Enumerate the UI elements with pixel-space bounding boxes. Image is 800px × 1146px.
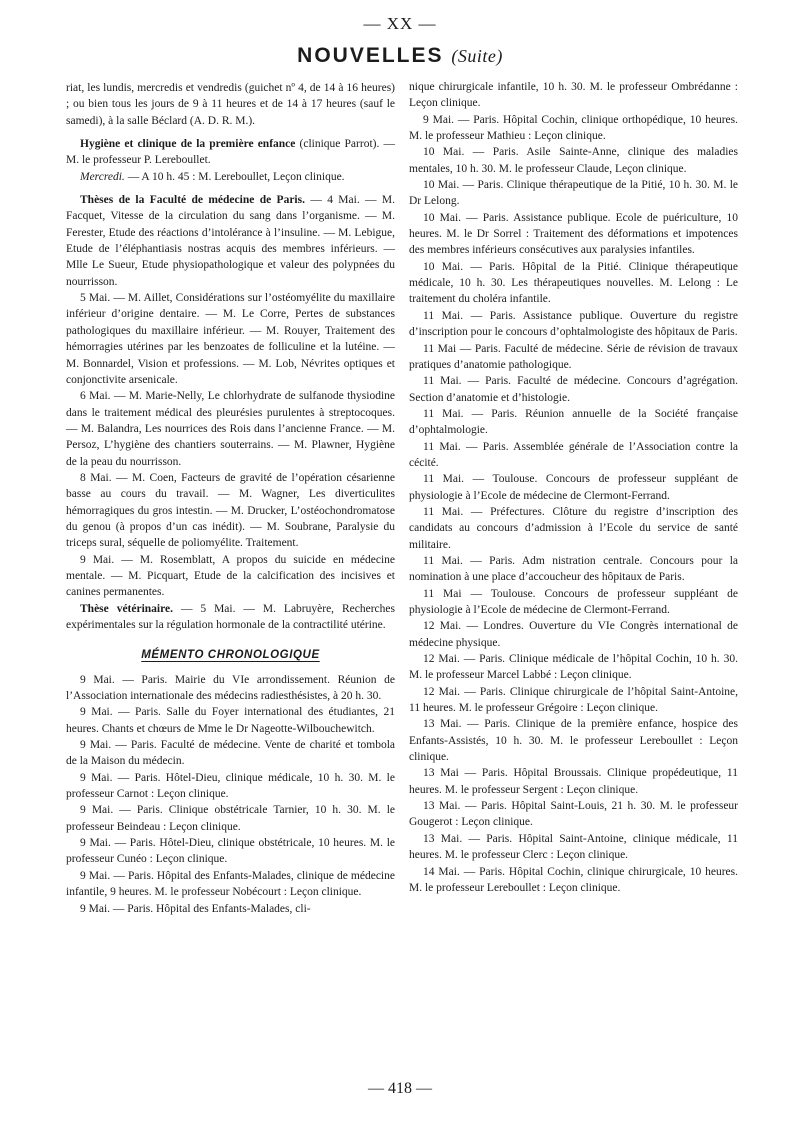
hygiene-text: (clinique Parrot). — M. le professeur P. Lereboullet. [66, 138, 395, 167]
hygiene-heading: Hygiène et clinique de la première enfance [80, 138, 296, 151]
paragraph-9-mai: 9 Mai. — M. Rosemblatt, A propos du suicide en médecine mentale. — M. Picquart, Etude de la calcification des incisives et canines permanentes. [66, 553, 395, 599]
memento-entry: 9 Mai. — Paris. Hôtel-Dieu, clinique obstétricale, 10 heures. M. le professeur Cunéo : Leçon clinique. [66, 837, 395, 866]
veterinaire-heading: Thèse vétérinaire. [80, 602, 173, 615]
footer-page-number: — 418 — [368, 1080, 432, 1097]
memento-entry: 9 Mai. — Paris. Mairie du VIe arrondissement. Réunion de l’Association internationale des médecins radiesthésistes, à 20 h. 30. [66, 673, 395, 703]
memento-entry: 9 Mai. — Paris. Faculté de médecine. Vente de charité et tombola de la Maison du médecin. [66, 739, 395, 768]
memento-entry: nique chirurgicale infantile, 10 h. 30. M. le professeur Ombrédanne : Leçon clinique. [409, 81, 738, 110]
section-title-suite: (Suite) [451, 46, 503, 66]
paragraph-these-veterinaire [66, 601, 395, 634]
memento-entry: 9 Mai. — Paris. Hôpital Cochin, clinique orthopédique, 10 heures. M. le professeur Mathieu : Leçon clinique. [409, 113, 738, 143]
memento-entry: 11 Mai. — Préfectures. Clôture du registre d’inscription des candidats au concours d’admission à l’Ecole du service de santé militaire. [409, 505, 738, 551]
section-title [0, 44, 800, 68]
mercredi-label: Mercredi. [80, 170, 125, 183]
memento-entry: 13 Mai. — Paris. Hôpital Saint-Antoine, clinique médicale, 11 heures. M. le professeur Clerc : Leçon clinique. [409, 832, 738, 862]
paragraph-8-mai: 8 Mai. — M. Coen, Facteurs de gravité de l’opération césarienne basse au cours du travail. — M. Wagner, Les diverticulites hémorragiques du gros intestin. — M. Drucker, L’ostéochondromatose du genou (à propos d’un cas inédit). — M. Soubrane, Paralysie du triceps sural, séquelle de poliomyélite. Traitement. [66, 471, 395, 550]
memento-entry: 11 Mai — Toulouse. Concours de professeur suppléant de physiologie à l’Ecole de médecine de Clermont-Ferrand. [409, 587, 738, 616]
theses-heading: Thèses de la Faculté de médecine de Paris. [80, 194, 305, 207]
memento-entry: 10 Mai. — Paris. Hôpital de la Pitié. Clinique thérapeutique médicale, 10 h. 30. Les thérapeutiques nouvelles. M. Lelong : Le traitement du choléra infantile. [409, 260, 738, 306]
memento-entry: 9 Mai. — Paris. Clinique obstétricale Tarnier, 10 h. 30. M. le professeur Beindeau : Leçon clinique. [66, 804, 395, 833]
page-roman-number: — XX — [363, 14, 437, 33]
memento-entry: 9 Mai. — Paris. Hôpital des Enfants-Malades, cli- [80, 902, 311, 915]
memento-entry: 11 Mai. — Paris. Assemblée générale de l’Association contre la cécité. [409, 440, 738, 469]
memento-entry: 12 Mai. — Paris. Clinique médicale de l’hôpital Cochin, 10 h. 30. M. le professeur Marcel Labbé : Leçon clinique. [409, 653, 738, 682]
memento-entry: 14 Mai. — Paris. Hôpital Cochin, clinique chirurgicale, 10 heures. M. le professeur Lereboullet : Leçon clinique. [409, 865, 738, 894]
memento-entry: 11 Mai. — Paris. Réunion annuelle de la Société française d’ophtalmologie. [409, 407, 738, 437]
theses-text: — 4 Mai. — M. Facquet, Vitesse de la circulation du sang dans l’organisme. — M. Ferester, Etude des réactions d’intolérance à l’insuline. — M. Lebigue, Etude de l’éléphantiasis nostras acquis des membres inférieurs. — Mlle Le Sueur, Etude physiopathologique et valeur des polypnées du nourrisson. [66, 194, 396, 288]
paragraph-6-mai: 6 Mai. — M. Marie-Nelly, Le chlorhydrate de sulfanode thysiodine dans le traitement médical des pleurésies purulentes à streptocoques. — M. Balandra, Les nourrices des Rois dans l’ancienne France. — M. Persoz, L’hygiène des chantiers souterrains. — M. Plawner, Hygiène de la peau du nourrisson. [66, 390, 395, 468]
paragraph-theses [66, 192, 395, 290]
memento-entry: 10 Mai. — Paris. Clinique thérapeutique de la Pitié, 10 h. 30. M. le Dr Lelong. [409, 179, 738, 208]
veterinaire-text: — 5 Mai. — M. Labruyère, Recherches expérimentales sur la régulation hormonale de la contractilité utérine. [66, 602, 395, 631]
memento-entry: 13 Mai. — Paris. Hôpital Saint-Louis, 21 h. 30. M. le professeur Gougerot : Leçon clinique. [409, 800, 738, 829]
left-column [66, 80, 395, 917]
section-title-text: NOUVELLES [297, 44, 444, 67]
memento-entry: 9 Mai. — Paris. Salle du Foyer international des étudiantes, 21 heures. Chants et chœurs de Mme le Dr Nageotte-Wilbouchewitch. [66, 706, 395, 735]
paragraph-inscription: riat, les lundis, mercredis et vendredis (guichet nº 4, de 14 à 16 heures) ; ou bien tous les jours de 9 à 11 heures et de 14 à 17 heures (sauf le samedi), à la salle Béclard (A. D. R. M.). [66, 82, 395, 127]
memento-entry: 11 Mai. — Paris. Assistance publique. Ouverture du registre d’inscription pour le concours d’ophtalmologiste des hôpitaux de Paris. [409, 309, 738, 339]
memento-entry: 9 Mai. — Paris. Hôpital des Enfants-Malades, clinique de médecine infantile, 9 heures. M. le professeur Nobécourt : Leçon clinique. [66, 869, 395, 899]
memento-entry: 11 Mai. — Paris. Faculté de médecine. Concours d’agrégation. Section d’anatomie et d’histologie. [409, 375, 738, 404]
memento-entry: 10 Mai. — Paris. Assistance publique. Ecole de puériculture, 10 heures. M. le Dr Sorrel : Traitement des déformations et impotences des membres inférieurs consécutives aux paralysies infantiles. [409, 211, 738, 257]
memento-entry: 10 Mai. — Paris. Asile Sainte-Anne, clinique des maladies mentales, 10 h. 30. M. le professeur Claude, Leçon clinique. [409, 146, 738, 175]
memento-entry: 12 Mai. — Paris. Clinique chirurgicale de l’hôpital Saint-Antoine, 11 heures. M. le professeur Grégoire : Leçon clinique. [409, 685, 738, 715]
memento-entry: 13 Mai. — Paris. Clinique de la première enfance, hospice des Enfants-Assistés, 10 h. 30. M. le professeur Lereboullet : Leçon clinique. [409, 718, 738, 764]
paragraph-5-mai: 5 Mai. — M. Aillet, Considérations sur l’ostéomyélite du maxillaire inférieur d’origine dentaire. — M. Le Corre, Pertes de substances pathologiques du maxillaire inférieur. — M. Rouyer, Traitement des hémorragies utérines par les benzoates de folliculine et la lutéine. — M. Bonnardel, Vision et professions. — M. Lob, Névrites optiques et conjonctivite arsenicale. [66, 292, 395, 386]
mercredi-text: — A 10 h. 45 : M. Lereboullet, Leçon clinique. [124, 170, 345, 183]
paragraph-hygiene [66, 136, 395, 169]
memento-entry: 11 Mai. — Paris. Adm nistration centrale. Concours pour la nomination à une place d’accoucheur des hôpitaux de Paris. [409, 554, 738, 584]
memento-entry: 12 Mai. — Londres. Ouverture du VIe Congrès international de médecine physique. [409, 620, 738, 649]
paragraph-mercredi [66, 169, 395, 185]
right-column [409, 79, 738, 896]
memento-heading: MÉMENTO CHRONOLOGIQUE [141, 649, 320, 662]
memento-entry: 11 Mai — Paris. Faculté de médecine. Série de révision de travaux pratiques d’anatomie pathologique. [409, 342, 738, 371]
memento-entry: 13 Mai — Paris. Hôpital Broussais. Clinique propédeutique, 11 heures. M. le professeur Sergent : Leçon clinique. [409, 767, 738, 796]
memento-entry: 11 Mai. — Toulouse. Concours de professeur suppléant de physiologie à l’Ecole de médecine de Clermont-Ferrand. [409, 473, 738, 502]
memento-entry: 9 Mai. — Paris. Hôtel-Dieu, clinique médicale, 10 h. 30. M. le professeur Carnot : Leçon clinique. [66, 771, 395, 801]
